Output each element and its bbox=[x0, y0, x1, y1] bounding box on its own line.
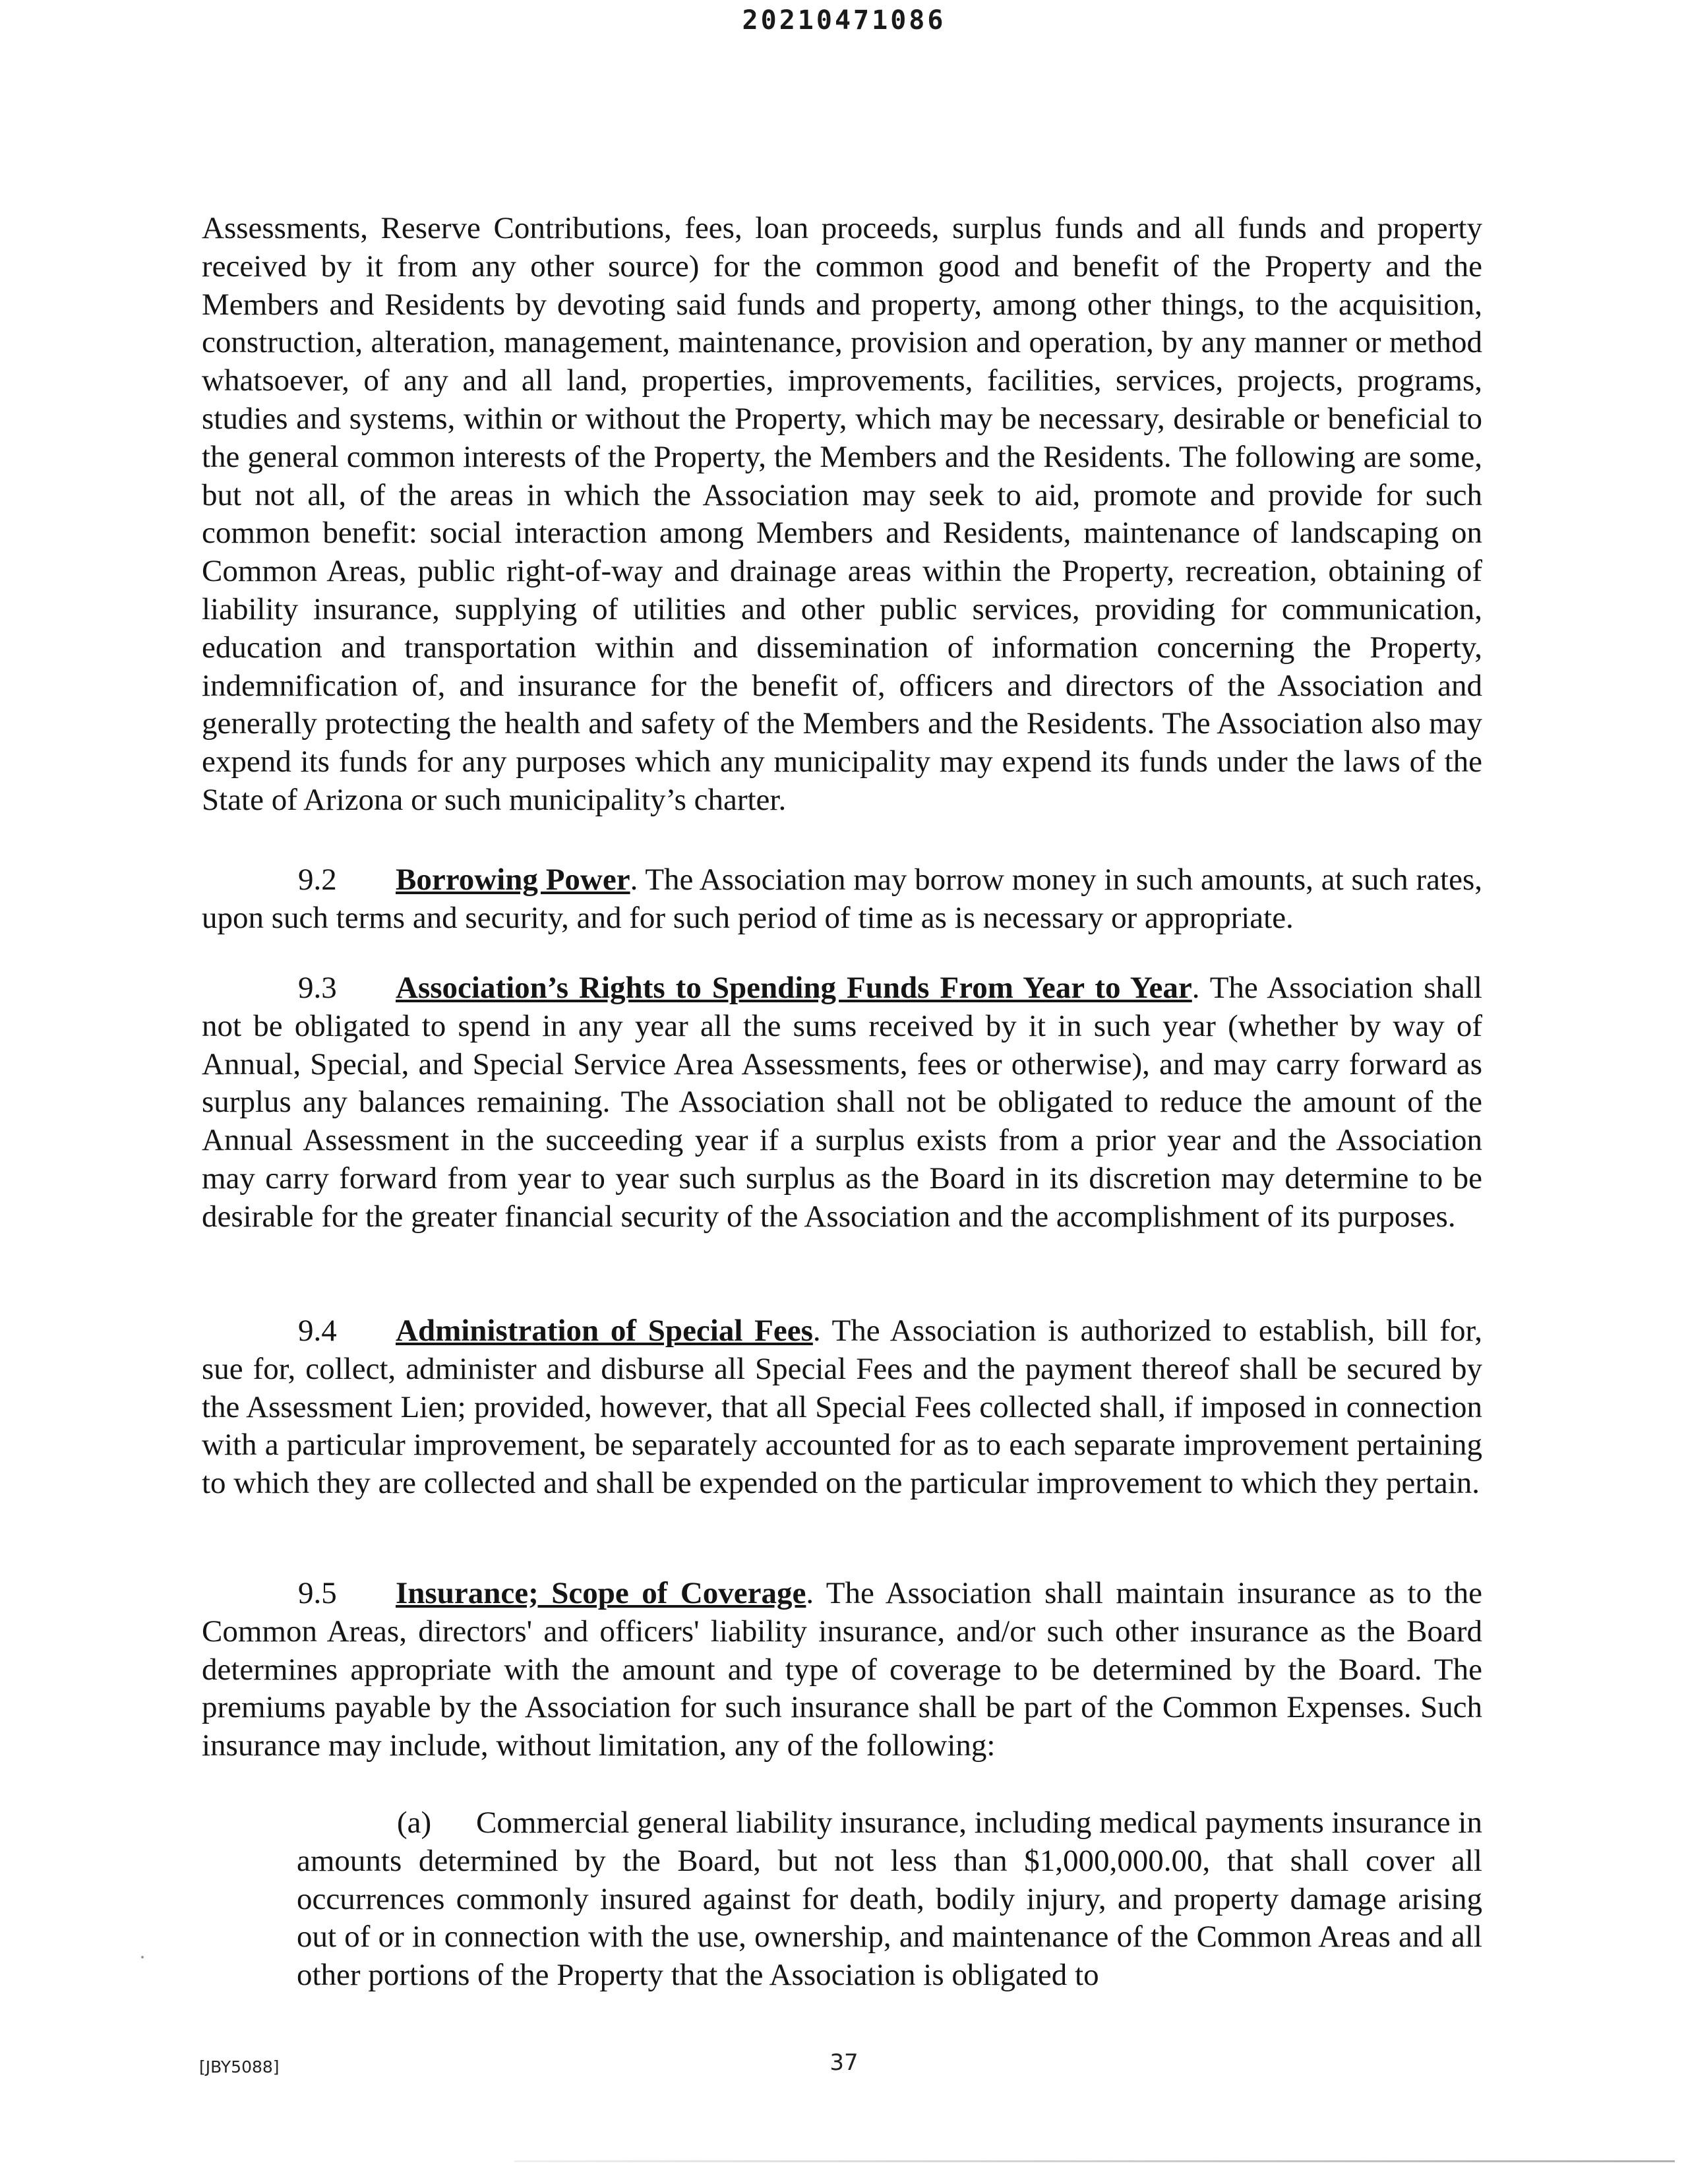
subsection-text: Commercial general liability insurance, including medical payments insurance in amounts determined by the Board, but not less than $1,000,000.00, that shall cover all occurrences commonly insured against for death, bodily injury, and property damage arising out of or in connection with the use, ownership, and maintenance of the Common Areas and all other portions of the Property that the Association is obligated to bbox=[297, 1805, 1482, 1993]
section-text: . The Association shall not be obligated to spend in any year all the sums received by it in such year (whether by way of Annual, Special, and Special Service Area Assessments, fees or otherwise), and may carry forward as surplus any balances remaining. The Association shall not be obligated to reduce the amount of the Annual Assessment in the succeeding year if a surplus exists from a prior year and the Association may carry forward from year to year such surplus as the Board in its discretion may determine to be desirable for the greater financial security of the Association and the accomplishment of its purposes. bbox=[202, 971, 1482, 1234]
page-number: 37 bbox=[829, 2049, 859, 2076]
section-text: . The Association is authorized to establish, bill for, sue for, collect, administer and disburse all Special Fees and the payment thereof shall be secured by the Assessment Lien; provided, however, that all Special Fees collected shall, if imposed in connection with a particular improvement, be separately accounted for as to each separate improvement pertaining to which they are collected and shall be expended on the particular improvement to which they pertain. bbox=[202, 1314, 1482, 1501]
section-number: 9.5 bbox=[298, 1576, 337, 1610]
section-9-3 bbox=[202, 969, 1482, 1236]
section-heading: Borrowing Power bbox=[396, 863, 630, 897]
paragraph-text: Assessments, Reserve Contributions, fees, loan proceeds, surplus funds and all funds and property received by it from any other source) for the common good and benefit of the Property and the Members and Residents by devoting said funds and property, among other things, to the acquisition, construction, alteration, management, maintenance, provision and operation, by any manner or method whatsoever, of any and all land, properties, improvements, facilities, services, projects, programs, studies and systems, within or without the Property, which may be necessary, desirable or beneficial to the general common interests of the Property, the Members and the Residents. The following are some, but not all, of the areas in which the Association may seek to aid, promote and provide for such common benefit: social interaction among Members and Residents, maintenance of landscaping on Common Areas, public right-of-way and drainage areas within the Property, recreation, obtaining of liability insurance, supplying of utilities and other public services, providing for communication, education and transportation within and dissemination of information concerning the Property, indemnification of, and insurance for the benefit of, officers and directors of the Association and generally protecting the health and safety of the Members and the Residents. The Association also may expend its funds for any purposes which any municipality may expend its funds under the laws of the State of Arizona or such municipality’s charter. bbox=[202, 211, 1482, 817]
section-text: . The Association shall maintain insurance as to the Common Areas, directors' and officers' liability insurance, and/or such other insurance as the Board determines appropriate with the amount and type of coverage to be determined by the Board. The premiums payable by the Association for such insurance shall be part of the Common Expenses. Such insurance may include, without limitation, any of the following: bbox=[202, 1576, 1482, 1763]
section-heading: Association’s Rights to Spending Funds From Year to Year bbox=[396, 971, 1192, 1005]
section-9-5 bbox=[202, 1575, 1482, 1765]
paragraph-continued bbox=[202, 210, 1482, 820]
section-number: 9.2 bbox=[298, 863, 337, 897]
scan-artifact bbox=[141, 1956, 144, 1958]
section-number: 9.3 bbox=[298, 971, 337, 1005]
scan-edge-line bbox=[514, 2160, 1675, 2162]
section-9-4 bbox=[202, 1312, 1482, 1503]
section-text: . The Association may borrow money in such amounts, at such rates, upon such terms and security, and for such period of time as is necessary or appropriate. bbox=[202, 863, 1482, 935]
section-heading: Administration of Special Fees bbox=[396, 1314, 813, 1348]
section-number: 9.4 bbox=[298, 1314, 337, 1348]
document-number: 20210471086 bbox=[742, 5, 946, 36]
section-9-2 bbox=[202, 861, 1482, 938]
subsection-a bbox=[297, 1804, 1482, 1995]
footer-document-code: [JBY5088] bbox=[199, 2057, 280, 2077]
subsection-label: (a) bbox=[397, 1805, 432, 1840]
section-heading: Insurance; Scope of Coverage bbox=[396, 1576, 806, 1610]
